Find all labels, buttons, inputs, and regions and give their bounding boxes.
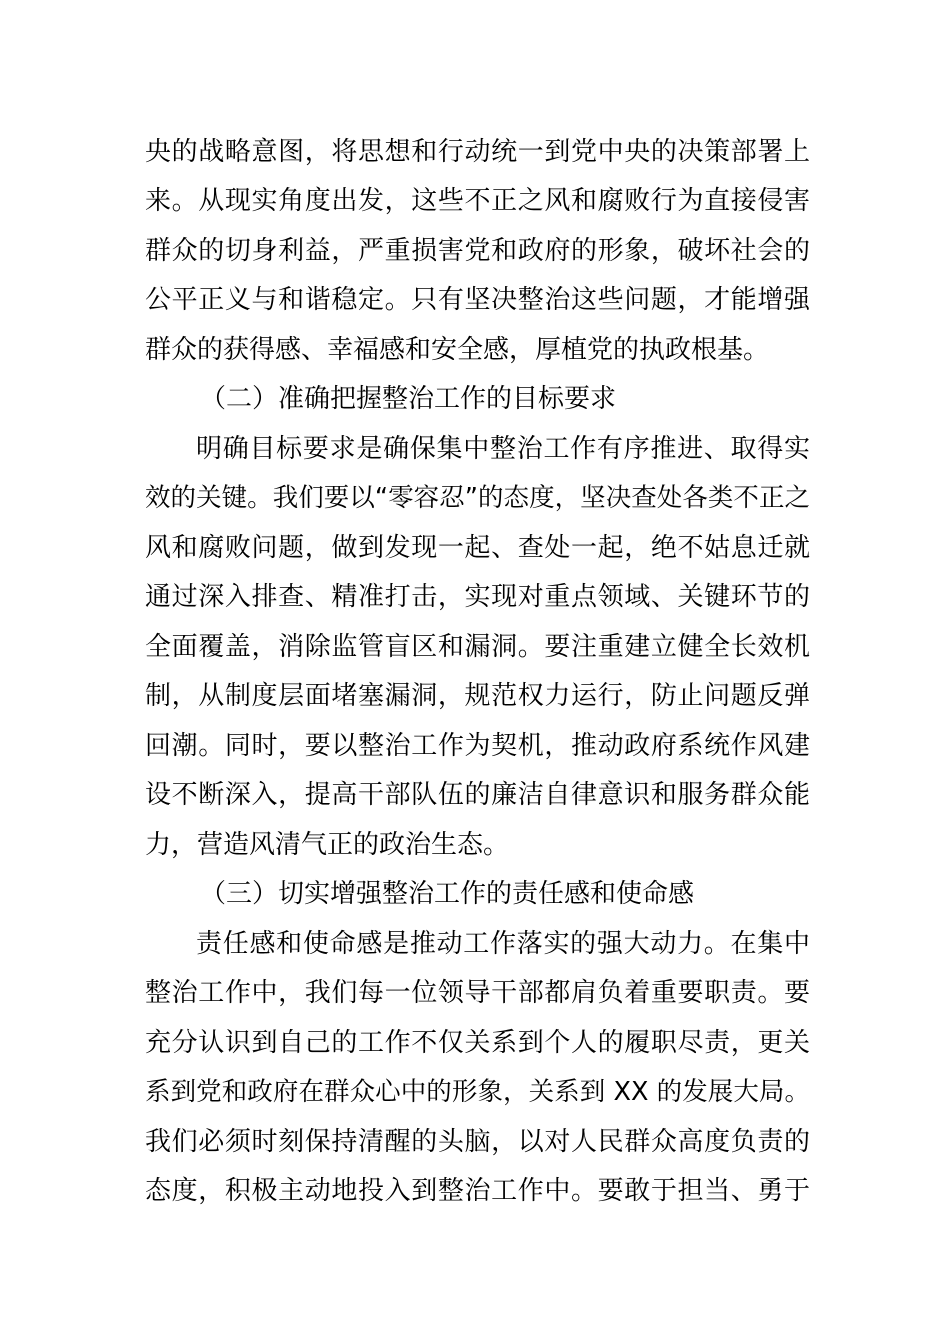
text-line: 态度，积极主动地投入到整治工作中。要敢于担当、勇于 — [145, 1176, 810, 1206]
text-line: 效的关键。我们要以“零容忍”的态度，坚决查处各类不正之 — [145, 483, 810, 513]
text-line: 回潮。同时，要以整治工作为契机，推动政府系统作风建 — [145, 731, 810, 761]
section-heading-3: （三）切实增强整治工作的责任感和使命感 — [200, 879, 695, 909]
text-line: 整治工作中，我们每一位领导干部都肩负着重要职责。要 — [145, 978, 810, 1008]
text-line: 来。从现实角度出发，这些不正之风和腐败行为直接侵害 — [145, 186, 810, 216]
text-line: 明确目标要求是确保集中整治工作有序推进、取得实 — [196, 434, 810, 464]
section-heading-2: （二）准确把握整治工作的目标要求 — [200, 384, 617, 414]
text-line: 风和腐败问题，做到发现一起、查处一起，绝不姑息迁就 — [145, 533, 810, 563]
text-line: 群众的切身利益，严重损害党和政府的形象，破坏社会的 — [145, 236, 810, 266]
text-line: 公平正义与和谐稳定。只有坚决整治这些问题，才能增强 — [145, 285, 810, 315]
text-line: 系到党和政府在群众心中的形象，关系到 XX 的发展大局。 — [145, 1077, 810, 1107]
text-line: 设不断深入，提高干部队伍的廉洁自律意识和服务群众能 — [145, 780, 810, 810]
text-line: 充分认识到自己的工作不仅关系到个人的履职尽责，更关 — [145, 1028, 810, 1058]
text-line: 我们必须时刻保持清醒的头脑，以对人民群众高度负责的 — [145, 1127, 810, 1157]
text-line: 制，从制度层面堵塞漏洞，规范权力运行，防止问题反弹 — [145, 681, 810, 711]
text-line: 责任感和使命感是推动工作落实的强大动力。在集中 — [196, 929, 810, 959]
text-line: 群众的获得感、幸福感和安全感，厚植党的执政根基。 — [145, 335, 770, 365]
text-line: 通过深入排查、精准打击，实现对重点领域、关键环节的 — [145, 582, 810, 612]
text-line: 央的战略意图，将思想和行动统一到党中央的决策部署上 — [145, 137, 810, 167]
text-line: 全面覆盖，消除监管盲区和漏洞。要注重建立健全长效机 — [145, 632, 810, 662]
text-line: 力，营造风清气正的政治生态。 — [145, 830, 510, 860]
